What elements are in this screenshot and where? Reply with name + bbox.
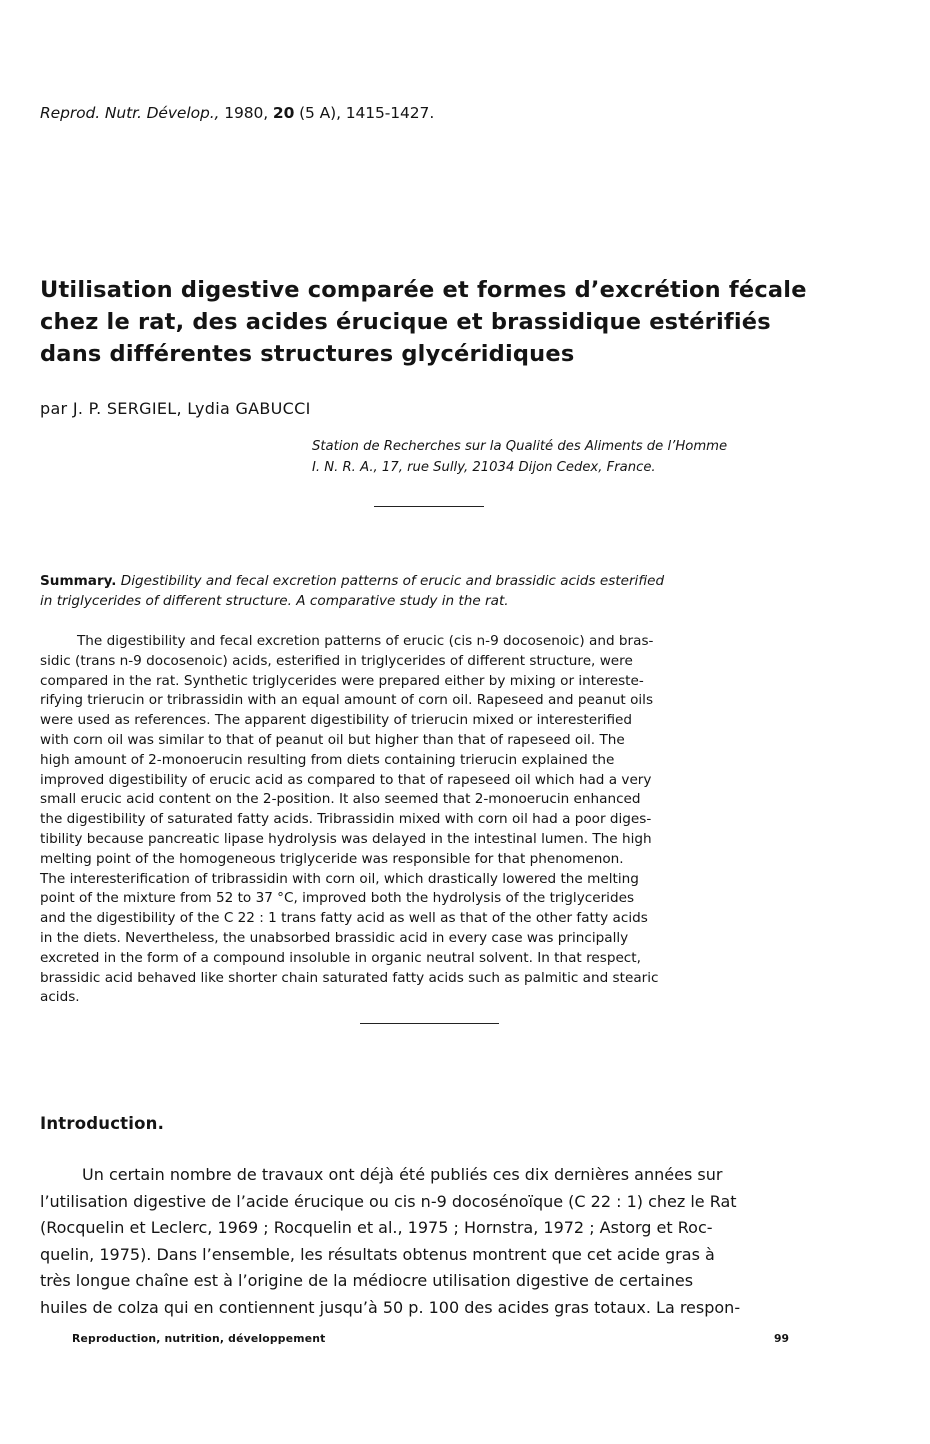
summary-label: Summary. [40,573,117,589]
body-line: huiles de colza qui en contiennent jusqu’à 50 p. 100 des acides gras totaux. La respon- [40,1297,741,1317]
summary-line: high amount of 2-monoerucin resulting from diets containing trierucin explained the [40,751,615,768]
body-line: l’utilisation digestive de l’acide érucique ou cis n-9 docosénoïque (C 22 : 1) chez le Rat [40,1191,737,1211]
summary-line: with corn oil was similar to that of peanut oil but higher than that of rapeseed oil. The [40,731,625,748]
article-title [40,274,900,370]
summary-line: point of the mixture from 52 to 37 °C, improved both the hydrolysis of the triglycerides [40,890,635,907]
body-line: (Rocquelin et Leclerc, 1969 ; Rocquelin et al., 1975 ; Hornstra, 1972 ; Astorg et Roc- [40,1218,713,1237]
body-line: quelin, 1975). Dans l’ensemble, les résultats obtenus montrent que cet acide gras à [40,1244,715,1264]
summary-title-line: in triglycerides of different structure. A comparative study in the rat. [40,593,509,609]
citation-volume: 20 [272,104,295,122]
affiliation-line: I. N. R. A., 17, rue Sully, 21034 Dijon Cedex, France. [312,460,656,475]
summary-line: small erucic acid content on the 2-position. It also seemed that 2-monoerucin enhanced [40,791,641,808]
summary-line: The interesterification of tribrassidin with corn oil, which drastically lowered the melting [40,870,639,887]
summary-line: improved digestibility of erucic acid as compared to that of rapeseed oil which had a very [40,771,652,788]
author-line: par J. P. SERGIEL, Lydia GABUCCI [40,399,311,418]
summary-line: rifying trierucin or tribrassidin with an equal amount of corn oil. Rapeseed and peanut oils [40,692,654,709]
summary-body [40,632,920,1008]
affiliation-line: Station de Recherches sur la Qualité des Aliments de l’Homme [312,439,728,454]
summary-line: were used as references. The apparent digestibility of trierucin mixed or interesterified [40,712,633,729]
title-line: dans différentes structures glycéridiques [40,341,575,367]
summary-line: compared in the rat. Synthetic triglycerides were prepared either by mixing or intereste- [40,672,644,689]
section-heading: Introduction. [40,1114,165,1133]
summary-line: The digestibility and fecal excretion patterns of erucic (cis n-9 docosenoic) and bras- [77,633,654,649]
summary-line: brassidic acid behaved like shorter chain saturated fatty acids such as palmitic and stearic [40,969,659,986]
footer-journal-name: Reproduction, nutrition, développement [72,1332,326,1345]
summary-line: acids. [40,989,80,1006]
citation-year: 1980, [224,104,269,122]
divider [374,506,484,507]
summary-line: excreted in the form of a compound insoluble in organic neutral solvent. In that respect, [40,949,641,966]
summary-line: melting point of the homogeneous triglyceride was responsible for that phenomenon. [40,850,624,867]
citation-journal: Reprod. Nutr. Dévelop., [40,104,220,122]
footer-page-number: 99 [774,1332,790,1345]
summary-line: tibility because pancreatic lipase hydrolysis was delayed in the intestinal lumen. The high [40,830,652,847]
introduction-body [40,1162,920,1321]
title-line: Utilisation digestive comparée et formes d’excrétion fécale [40,277,807,303]
summary-line: and the digestibility of the C 22 : 1 trans fatty acid as well as that of the other fatty acids [40,910,648,927]
body-line: très longue chaîne est à l’origine de la médiocre utilisation digestive de certaines [40,1271,694,1290]
citation-issue-pages: (5 A), 1415-1427. [299,104,435,122]
journal-citation [40,104,434,122]
summary-line: in the diets. Nevertheless, the unabsorbed brassidic acid in every case was principally [40,929,629,946]
summary-heading [40,571,900,611]
summary-title-line: Digestibility and fecal excretion patterns of erucic and brassidic acids esterified [120,573,665,589]
title-line: chez le rat, des acides érucique et brassidique estérifiés [40,309,771,335]
body-line: Un certain nombre de travaux ont déjà été publiés ces dix dernières années sur [82,1165,723,1184]
affiliation [312,436,727,478]
summary-line: sidic (trans n-9 docosenoic) acids, esterified in triglycerides of different structure, were [40,652,633,669]
summary-line: the digestibility of saturated fatty acids. Tribrassidin mixed with corn oil had a poor diges- [40,811,652,828]
divider [360,1023,499,1024]
